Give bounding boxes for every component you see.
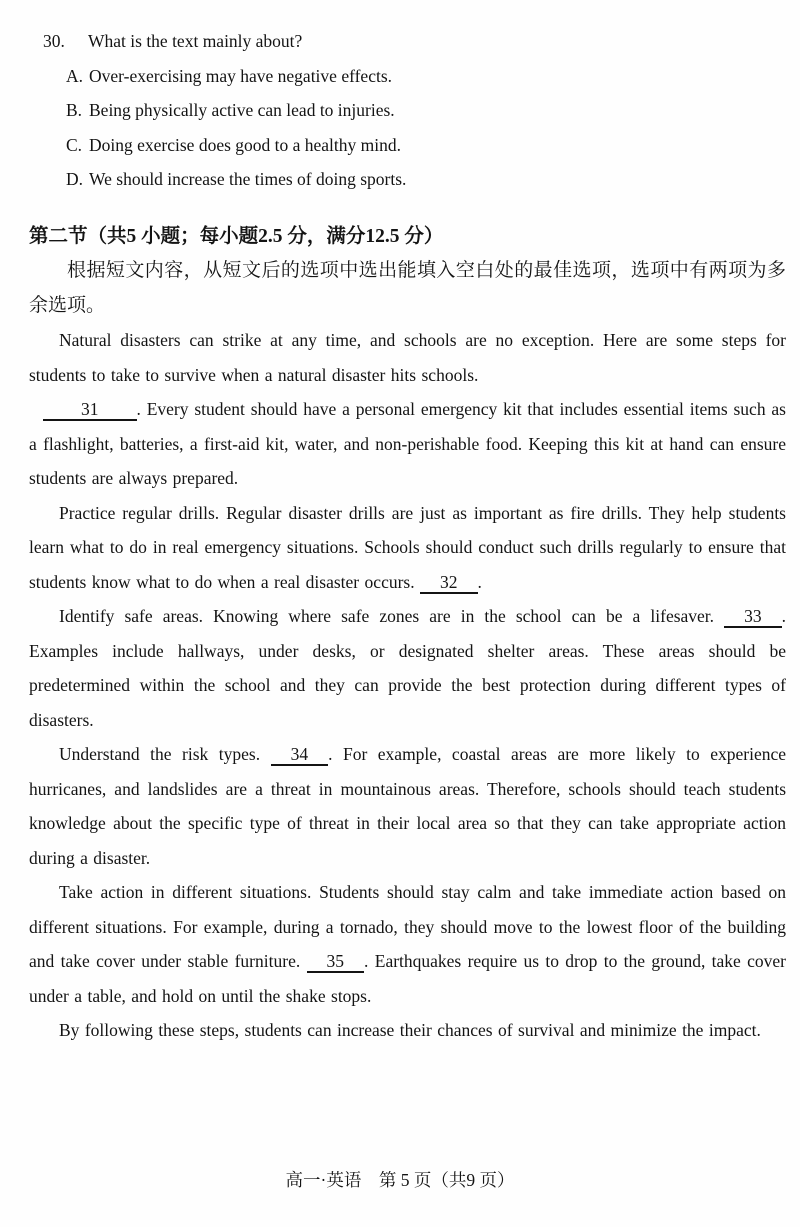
passage-paragraph-4 bbox=[29, 599, 786, 737]
option-d bbox=[66, 162, 786, 197]
paragraph-6-rest: . Earthquakes require us to drop to the ground, take cover under a table, and hold on until the shake stops. bbox=[29, 951, 787, 1006]
passage-paragraph-1: Natural disasters can strike at any time, and schools are no exception. Here are some steps for students to take to survive when a natural disaster hits schools. bbox=[29, 330, 786, 385]
option-a bbox=[66, 59, 786, 94]
passage-paragraph-7: By following these steps, students can increase their chances of survival and minimize the impact. bbox=[59, 1020, 761, 1040]
blank-34: 34 bbox=[271, 744, 329, 766]
blank-33: 33 bbox=[724, 606, 782, 628]
passage-paragraph-6 bbox=[29, 875, 786, 1013]
paragraph-2-text: . Every student should have a personal emergency kit that includes essential items such as a flashlight, batteries, a first-aid kit, water, and non-perishable food. Keeping this kit at hand can ensure students are always prepared. bbox=[29, 399, 786, 488]
passage-paragraph-2 bbox=[29, 392, 786, 496]
passage-paragraph-3 bbox=[29, 496, 786, 600]
question-30-block bbox=[29, 24, 786, 197]
paragraph-5-rest: . For example, coastal areas are more likely to experience hurricanes, and landslides are a threat in mountainous areas. Therefore, schools should teach students knowledge about the specific type of threat in their local area so that they can take appropriate action during a disaster. bbox=[29, 744, 786, 868]
paragraph-4-lead: Identify safe areas. Knowing where safe zones are in the school can be a lifesaver. bbox=[59, 606, 725, 626]
option-c-label: C. bbox=[66, 134, 83, 155]
question-30 bbox=[43, 24, 786, 59]
section-heading: 第二节（共5 小题；每小题2.5 分，满分12.5 分） bbox=[29, 225, 444, 247]
passage-paragraph-5 bbox=[29, 737, 786, 875]
option-a-text: Over-exercising may have negative effects. bbox=[89, 65, 393, 86]
option-a-label: A. bbox=[66, 65, 84, 86]
option-b-label: B. bbox=[66, 100, 83, 120]
option-c bbox=[66, 128, 786, 163]
paragraph-4-rest: . Examples include hallways, under desks, or designated shelter areas. These areas should be predetermined within the school and they can provide the best protection during different types of disasters. bbox=[29, 606, 786, 730]
paragraph-3-text: Practice regular drills. Regular disaster drills are just as important as fire drills. They help students learn what to do in real emergency situations. Schools should conduct such drills regularly to ensure that students know what to do when a real disaster occurs. bbox=[29, 502, 786, 592]
option-d-text: We should increase the times of doing sports. bbox=[89, 169, 407, 189]
page-footer: 高一·英语 第 5 页（共9 页） bbox=[285, 1169, 515, 1190]
section-instructions: 根据短文内容，从短文后的选项中选出能填入空白处的最佳选项，选项中有两项为多余选项。 bbox=[29, 260, 786, 316]
paragraph-3-after: . bbox=[477, 571, 482, 592]
question-number: 30. bbox=[43, 31, 65, 51]
option-d-label: D. bbox=[66, 169, 84, 189]
question-text: What is the text mainly about? bbox=[88, 31, 303, 51]
option-c-text: Doing exercise does good to a healthy mind. bbox=[89, 134, 402, 155]
paragraph-5-lead: Understand the risk types. bbox=[59, 744, 271, 764]
blank-35: 35 bbox=[307, 951, 365, 973]
option-b bbox=[66, 93, 786, 128]
blank-31: 31 bbox=[43, 399, 137, 421]
paragraph-6-lead: Take action in different situations. Students should stay calm and take immediate action based on different situations. For example, during a tornado, they should move to the lowest floor of the building and take cover under stable furniture. bbox=[29, 882, 786, 971]
blank-32: 32 bbox=[420, 572, 478, 594]
option-b-text: Being physically active can lead to injuries. bbox=[89, 100, 395, 120]
